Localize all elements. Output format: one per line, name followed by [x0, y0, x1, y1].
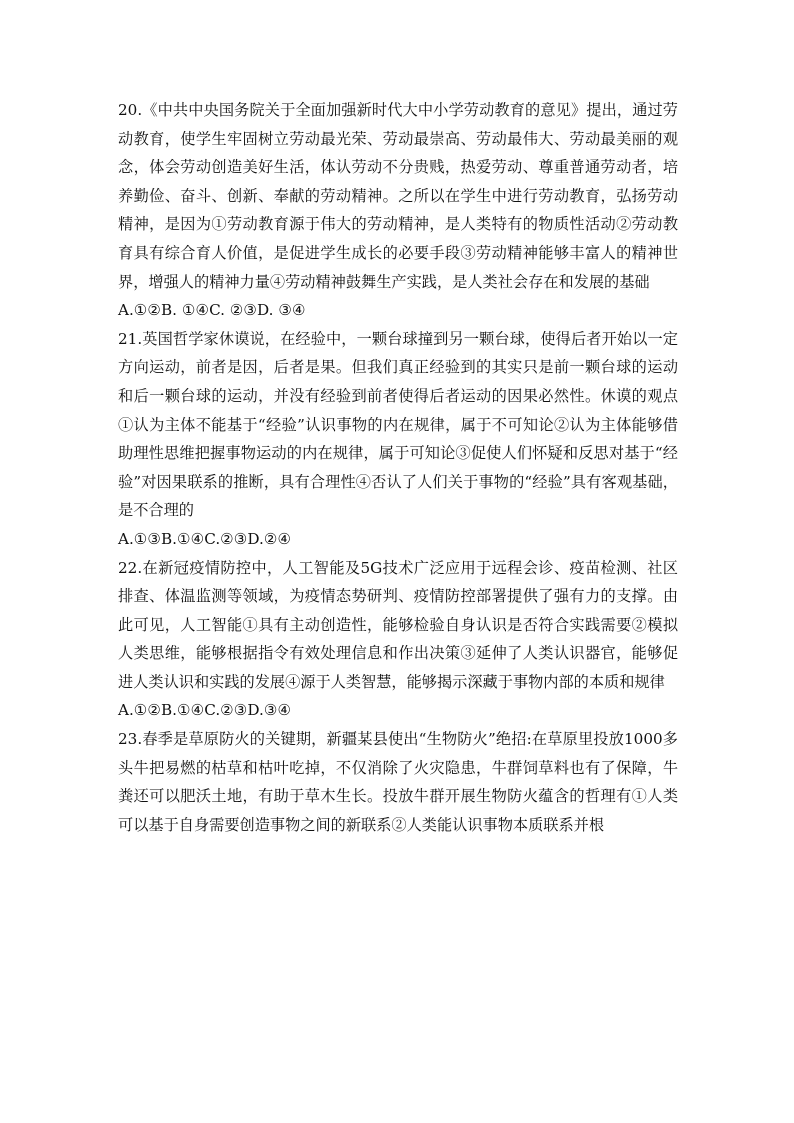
question-stem: 21.英国哲学家休谟说，在经验中，一颗台球撞到另一颗台球，使得后者开始以一定方向运动，前者是因，后者是果。但我们真正经验到的其实只是前一颗台球的运动和后一颗台球的运动，并没有经验到前者使得后者运动的因果必然性。休谟的观点①认为主体不能基于“经验”认识事物的内在规律，属于不可知论②认为主体能够借助理性思维把握事物运动的内在规律，属于可知论③促使人们怀疑和反思对基于“经验”对因果联系的推断，具有合理性④否认了人们关于事物的“经验”具有客观基础，是不合理的: [118, 329, 678, 520]
question-22: [118, 554, 678, 726]
question-stem: 22.在新冠疫情防控中，人工智能及5G技术广泛应用于远程会诊、疫苗检测、社区排查、体温监测等领域，为疫情态势研判、疫情防控部署提供了强有力的支撑。由此可见，人工智能①具有主动创造性，能够检验自身认识是否符合实践需要②模拟人类思维，能够根据指令有效处理信息和作出决策③延伸了人类认识器官，能够促进人类认识和实践的发展④源于人类智慧，能够揭示深藏于事物内部的本质和规律: [118, 558, 678, 691]
question-23: [118, 725, 678, 839]
question-stem: 23.春季是草原防火的关键期，新疆某县使出“生物防火”绝招:在草原里投放1000多头牛把易燃的枯草和枯叶吃掉，不仅消除了火灾隐患，牛群饲草料也有了保障，牛粪还可以肥沃土地，有助于草木生长。投放牛群开展生物防火蕴含的哲理有①人类可以基于自身需要创造事物之间的新联系②人类能认识事物本质联系并根: [118, 730, 678, 834]
question-options: A.①③B.①④C.②③D.②④: [118, 529, 292, 548]
question-20: [118, 96, 678, 325]
question-stem: 20.《中共中央国务院关于全面加强新时代大中小学劳动教育的意见》提出，通过劳动教育，使学生牢固树立劳动最光荣、劳动最崇高、劳动最伟大、劳动最美丽的观念，体会劳动创造美好生活，体认劳动不分贵贱，热爱劳动、尊重普通劳动者，培养勤俭、奋斗、创新、奉献的劳动精神。之所以在学生中进行劳动教育，弘扬劳动精神，是因为①劳动教育源于伟大的劳动精神，是人类特有的物质性活动②劳动教育具有综合育人价值，是促进学生成长的必要手段③劳动精神能够丰富人的精神世界，增强人的精神力量④劳动精神鼓舞生产实践，是人类社会存在和发展的基础: [118, 101, 678, 291]
question-options: A.①②B.①④C.②③D.③④: [118, 701, 292, 720]
document-page: [118, 96, 678, 839]
question-options: A.①②B. ①④C. ②③D. ③④: [118, 301, 306, 320]
question-21: [118, 325, 678, 554]
